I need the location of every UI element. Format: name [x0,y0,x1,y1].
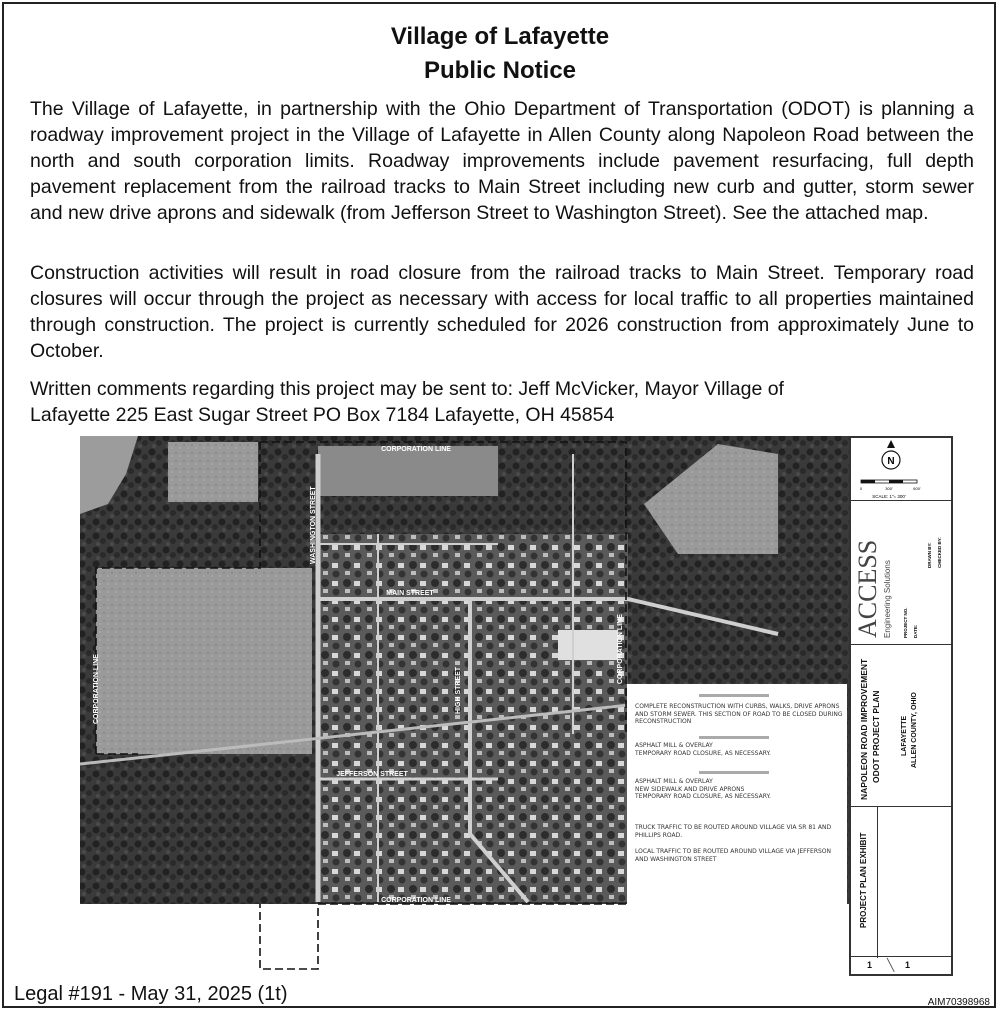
village-area [318,534,628,902]
comments-line1: Written comments regarding this project may be sent to: Jeff McVicker, Mayor Village of [30,378,784,400]
scale-tick-0: 0 [859,486,863,491]
label-washington-street: WASHINGTON STREET [310,486,317,564]
project-no-label: PROJECT NO. [903,607,908,638]
legal-footer: Legal #191 - May 31, 2025 (1t) [14,983,288,1005]
notice-title: Village of Lafayette [390,23,610,50]
legend-sidewalk [635,778,845,801]
divider-4 [851,956,951,957]
legend-swatch-overlay [699,736,769,739]
cemetery-area [168,442,258,502]
project-title-line1: NAPOLEON ROAD IMPROVEMENT [859,658,869,800]
north-label: N [887,456,895,467]
project-title-line2: ODOT PROJECT PLAN [871,690,881,783]
paragraph-construction: Construction activities will result in road closure from the railroad tracks to Main Street. Temporary road closures will occur through the project as necessary with access for local traffic to all properties maintained through construction. The project is currently scheduled for 2026 construction from approximately June to October. [30,262,974,362]
map-legend [627,684,847,906]
legend-sidewalk-line2: NEW SIDEWALK AND DRIVE APRONS [635,785,745,793]
scale-label: SCALE: 1"= 300' [872,494,906,499]
label-corporation-bottom: CORPORATION LINE [381,897,451,904]
legend-reconstruction: COMPLETE RECONSTRUCTION WITH CURBS, WALKS, DRIVE APRONS AND STORM SEWER. THIS SECTION OF ROAD TO BE CLOSED DURING RECONSTRUCTION [635,703,843,725]
drawn-by-label: DRAWN BY: [927,542,932,568]
sheet-number: 1 [867,960,873,970]
ad-id: AIM70398968 [927,997,990,1008]
scale-tick-300: 300' [885,486,893,491]
large-building [558,630,618,660]
legend-swatch-sidewalk [699,771,769,774]
divider-2 [851,644,951,645]
legend-swatch-reconstruction [699,694,769,697]
legend-overlay-line1: ASPHALT MILL & OVERLAY [635,742,713,749]
sheet-slash-icon: ╲ [887,958,895,972]
revision-column [877,806,878,958]
label-jefferson-street: JEFFERSON STREET [336,771,408,778]
paragraph-project-description: The Village of Lafayette, in partnership with the Ohio Department of Transportation (ODOT) is planning a roadway improvement project in the Village of Lafayette in Allen County along Napoleon Road between the north and south corporation limits. Roadway improvements include pavement resurfacing, full depth pavement replacement from the railroad tracks to Main Street including new curb and gutter, storm sewer and new drive aprons and sidewalk (from Jefferson Street to Washington Street). See the attached map. [30,98,974,224]
label-high-street: HIGH STREET [455,666,462,714]
label-corporation-right: CORPORATION LINE [617,614,624,684]
legend-sidewalk-line3: TEMPORARY ROAD CLOSURE, AS NECESSARY. [635,793,771,800]
location-line2: ALLEN COUNTY, OHIO [911,692,918,768]
legend-sidewalk-line1: ASPHALT MILL & OVERLAY [635,778,713,785]
legend-note-local: LOCAL TRAFFIC TO BE ROUTED AROUND VILLAGE VIA JEFFERSON AND WASHINGTON STREET [635,848,832,863]
paragraph-comments [30,376,974,428]
scale-tick-600: 600' [913,486,921,491]
label-corporation-top: CORPORATION LINE [381,446,451,453]
company-subtitle: Engineering Solutions [883,560,892,638]
west-field [96,568,312,754]
date-label: DATE: [913,624,918,638]
checked-by-label: CHECKED BY: [937,537,942,568]
exhibit-title: PROJECT PLAN EXHIBIT [859,832,868,928]
label-corporation-left: CORPORATION LINE [93,654,100,724]
legend-note-truck: TRUCK TRAFFIC TO BE ROUTED AROUND VILLAGE VIA SR 81 AND PHILLIPS ROAD. [635,824,832,839]
legend-overlay-line2: TEMPORARY ROAD CLOSURE, AS NECESSARY. [635,749,771,757]
company-logo: ACCESS [853,539,882,638]
sheet-total: 1 [905,960,911,970]
north-arrow-icon [851,438,951,518]
label-main-street: MAIN STREET [386,590,434,597]
comments-line2: Lafayette 225 East Sugar Street PO Box 7184 Lafayette, OH 45854 [30,404,615,426]
divider-1 [851,500,951,501]
title-block [849,436,953,976]
north-field [318,446,498,496]
legend-overlay [635,742,845,757]
divider-3 [851,806,951,807]
location-line1: LAFAYETTE [901,715,908,756]
notice-subtitle: Public Notice [423,57,577,84]
